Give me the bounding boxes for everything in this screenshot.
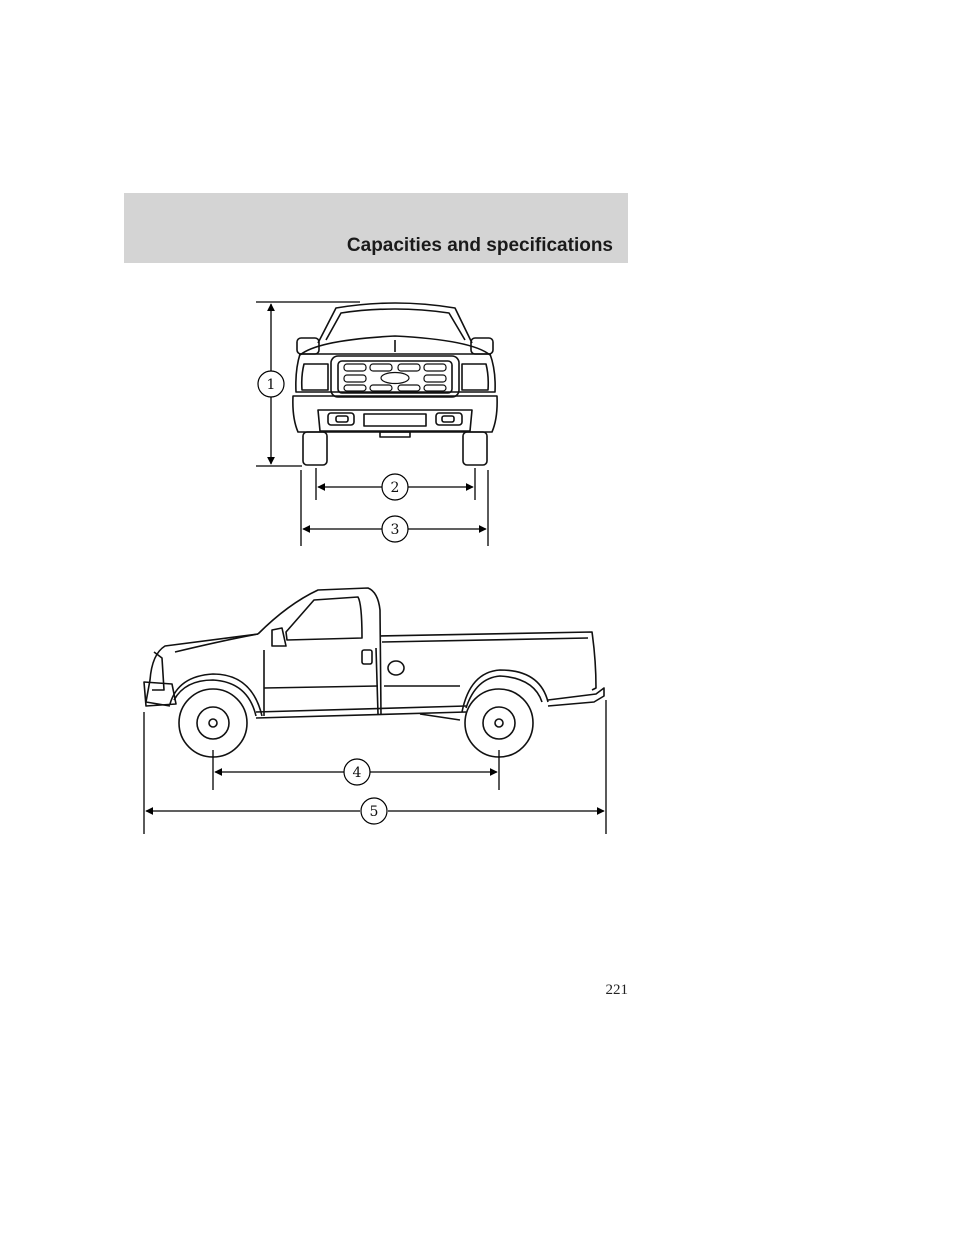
truck-front-view [293,303,497,465]
callout-3 [382,516,408,542]
section-title: Capacities and specifications [346,235,613,256]
truck-side-view [144,588,604,757]
callout-5 [361,798,387,824]
page-number: 221 [605,982,628,998]
callout-2-label: 2 [390,480,400,496]
callout-4-label: 4 [352,765,362,781]
callout-1 [258,371,284,397]
callout-5-label: 5 [369,804,379,820]
callout-2 [382,474,408,500]
callout-3-label: 3 [390,522,400,538]
front-view-dimensions [256,302,488,546]
callout-1-label: 1 [266,377,276,393]
callout-4 [344,759,370,785]
